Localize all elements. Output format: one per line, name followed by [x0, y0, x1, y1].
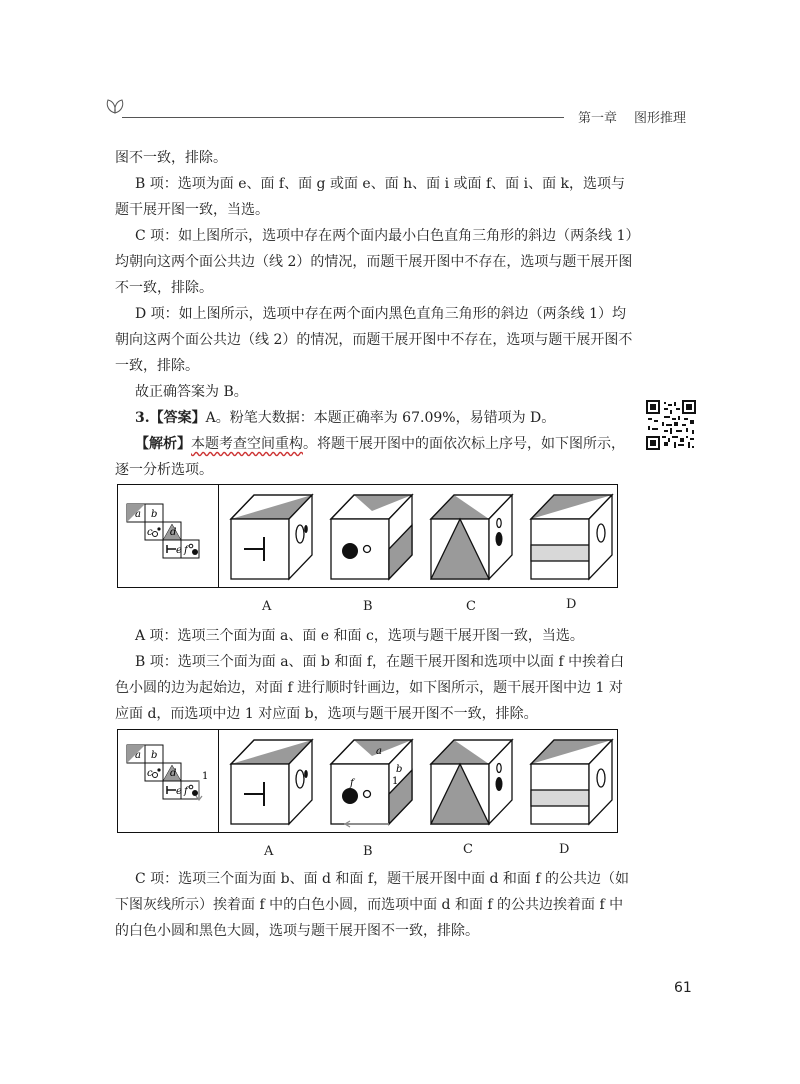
- chapter-label: 第一章: [578, 111, 618, 126]
- analysis-term: 本题考查空间重构: [191, 436, 303, 452]
- net-label-c: c: [147, 527, 153, 538]
- figure-divider: [218, 485, 219, 587]
- fig1-label-d: D: [566, 597, 577, 612]
- paragraph-b-analysis: B 项：选项三个面为面 a、面 b 和面 f，在题干展开图和选项中以面 f 中挨着白色小圆的边为起始边，对面 f 进行顺时针画边，如下图所示，题干展开图中边 1 对应面 d，而选项中边 1 对应面 b，选项与题干展开图不一致，排除。: [115, 654, 625, 722]
- qr-code: [646, 400, 696, 450]
- figure-1: [117, 484, 618, 588]
- net2-label-d: d: [170, 768, 177, 779]
- cube-option-a: [228, 489, 318, 583]
- net2-label-b: b: [151, 750, 158, 761]
- paragraph-q3-answer: [115, 405, 635, 431]
- paragraph-analysis: [115, 431, 635, 483]
- paragraph-c-analysis: C 项：选项三个面为面 b、面 d 和面 f，题干展开图中面 d 和面 f 的公共边（如下图灰线所示）挨着面 f 中的白色小圆，而选项中面 d 和面 f 的公共边挨着面 f 中的白色小圆和黑色大圆，选项与题干展开图不一致，排除。: [115, 871, 630, 939]
- cube2-label-f: f: [350, 778, 354, 789]
- page-number: 61: [674, 980, 692, 996]
- leaf-icon: [104, 95, 126, 117]
- paragraph-c-option: C 项：如上图所示，选项中存在两个面内最小白色直角三角形的斜边（两条线 1）均朝向这两个面公共边（线 2）的情况，而题干展开图中不存在，选项与题干展开图不一致，排除。: [115, 228, 633, 296]
- net2-edge-label: 1: [202, 771, 209, 782]
- paragraph-1: 图不一致，排除。: [115, 150, 227, 166]
- net-label-a: a: [135, 509, 141, 520]
- figure-divider: [218, 730, 219, 832]
- section-title: 图形推理: [634, 111, 687, 126]
- net-diagram: [124, 501, 216, 571]
- answer-text: A。粉笔大数据：本题正确率为 67.09%，易错项为 D。: [205, 410, 556, 426]
- net-label-b: b: [151, 509, 158, 520]
- cube-option-b: [328, 489, 418, 583]
- fig1-label-b: B: [363, 599, 373, 614]
- cube-option-d: [528, 489, 618, 583]
- fig2-label-d: D: [559, 842, 570, 857]
- net2-label-c: c: [147, 768, 153, 779]
- cube2-option-a: [228, 734, 318, 828]
- paragraph-d-option: D 项：如上图所示，选项中存在两个面内黑色直角三角形的斜边（两条线 1）均朝向这两个面公共边（线 2）的情况，而题干展开图中不存在，选项与题干展开图不一致，排除。: [115, 306, 633, 374]
- fig1-label-c: C: [466, 599, 476, 614]
- analysis-text: 。将题干展开图中的面依次标上序号，如下图所示，逐一分析选项。: [115, 436, 625, 478]
- paragraph-b-option: B 项：选项为面 e、面 f、面 g 或面 e、面 h、面 i 或面 f、面 i、面 k，选项与题干展开图一致，当选。: [115, 176, 626, 218]
- fig2-label-b: B: [363, 844, 373, 859]
- figure-2: [117, 729, 618, 833]
- cube2-edge-label: 1: [392, 776, 399, 787]
- net-label-d: d: [170, 527, 177, 538]
- answer-tag: 3.【答案】: [135, 410, 206, 426]
- net-label-e: e: [176, 545, 182, 556]
- net-label-f: f: [184, 545, 188, 556]
- net2-label-f: f: [184, 786, 188, 797]
- analysis-tag: 【解析】: [135, 436, 191, 452]
- fig1-label-a: A: [262, 599, 272, 614]
- net-diagram-annotated: [124, 742, 218, 820]
- cube2-label-a: a: [376, 746, 382, 757]
- paragraph-answer: 故正确答案为 B。: [135, 384, 248, 400]
- cube2-label-b: b: [396, 764, 403, 775]
- cube2-option-b: [328, 734, 418, 828]
- header-rule: [122, 117, 564, 118]
- cube2-option-d: [528, 734, 618, 828]
- net2-label-a: a: [135, 750, 141, 761]
- cube2-option-c: [428, 734, 518, 828]
- net2-label-e: e: [176, 786, 182, 797]
- fig2-label-c: C: [463, 842, 473, 857]
- cube-option-c: [428, 489, 518, 583]
- fig2-label-a: A: [264, 844, 274, 859]
- paragraph-a-analysis: A 项：选项三个面为面 a、面 e 和面 c，选项与题干展开图一致，当选。: [135, 628, 584, 644]
